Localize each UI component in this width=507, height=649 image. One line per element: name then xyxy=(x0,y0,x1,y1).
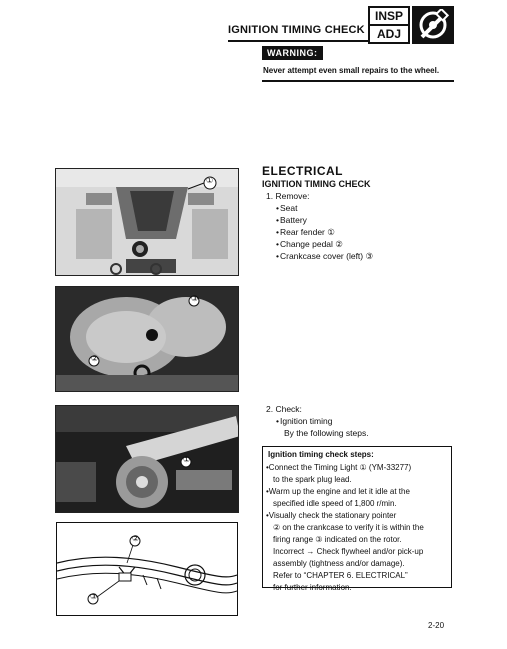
callout-1: ① xyxy=(206,176,214,185)
photo-crankcase-cover xyxy=(55,286,239,392)
photo-timing-light xyxy=(55,405,239,513)
timing-step-line: •Visually check the stationary pointer xyxy=(266,511,397,520)
warning-rule xyxy=(262,80,454,82)
timing-step-line: ② on the crankcase to verify it is within the xyxy=(273,523,424,532)
timing-mark-diagram xyxy=(56,522,238,616)
remove-item: • Battery xyxy=(276,214,307,226)
remove-item: • Seat xyxy=(276,202,297,214)
check-item: • Ignition timing xyxy=(276,415,332,427)
section-subtitle: IGNITION TIMING CHECK xyxy=(262,179,371,189)
step-2-label: 2. Check: xyxy=(266,404,302,414)
photo-rear-fender xyxy=(55,168,239,276)
badge-bottom-label: ADJ xyxy=(376,27,401,41)
page-number: 2-20 xyxy=(428,621,445,630)
callout-1-timing-light: ① xyxy=(183,455,191,464)
section-title: ELECTRICAL xyxy=(262,164,343,178)
timing-step-line: to the spark plug lead. xyxy=(273,475,352,484)
timing-step-line: Incorrect → Check flywheel and/or pick-up xyxy=(273,547,424,556)
page-header-title: IGNITION TIMING CHECK xyxy=(228,24,365,36)
remove-item: • Rear fender ① xyxy=(276,226,335,238)
timing-step-line: for further information. xyxy=(273,583,352,592)
check-note: By the following steps. xyxy=(284,428,369,438)
wrench-icon xyxy=(412,6,454,44)
timing-step-line: •Warm up the engine and let it idle at the xyxy=(266,487,410,496)
timing-step-line: Refer to “CHAPTER 6. ELECTRICAL” xyxy=(273,571,408,580)
badge-top-label: INSP xyxy=(370,8,408,26)
timing-step-line: specified idle speed of 1,800 r/min. xyxy=(273,499,397,508)
timing-step-line: assembly (tightness and/or damage). xyxy=(273,559,405,568)
remove-item: • Crankcase cover (left) ③ xyxy=(276,250,373,262)
callout-2: ② xyxy=(91,354,99,363)
timing-steps-title: Ignition timing check steps: xyxy=(268,450,374,459)
warning-text: Never attempt even small repairs to the wheel. xyxy=(263,66,440,75)
insp-adj-badge xyxy=(368,6,410,44)
warning-label: WARNING: xyxy=(262,46,323,60)
callout-2-diagram: ② xyxy=(132,534,140,543)
timing-step-line: •Connect the Timing Light ① (YM-33277) xyxy=(266,463,412,472)
header-rule xyxy=(228,40,368,42)
remove-item: • Change pedal ② xyxy=(276,238,343,250)
callout-3: ③ xyxy=(191,294,199,303)
timing-step-line: firing range ③ indicated on the rotor. xyxy=(273,535,402,544)
callout-3-diagram: ③ xyxy=(90,592,98,601)
step-1-label: 1. Remove: xyxy=(266,191,310,201)
